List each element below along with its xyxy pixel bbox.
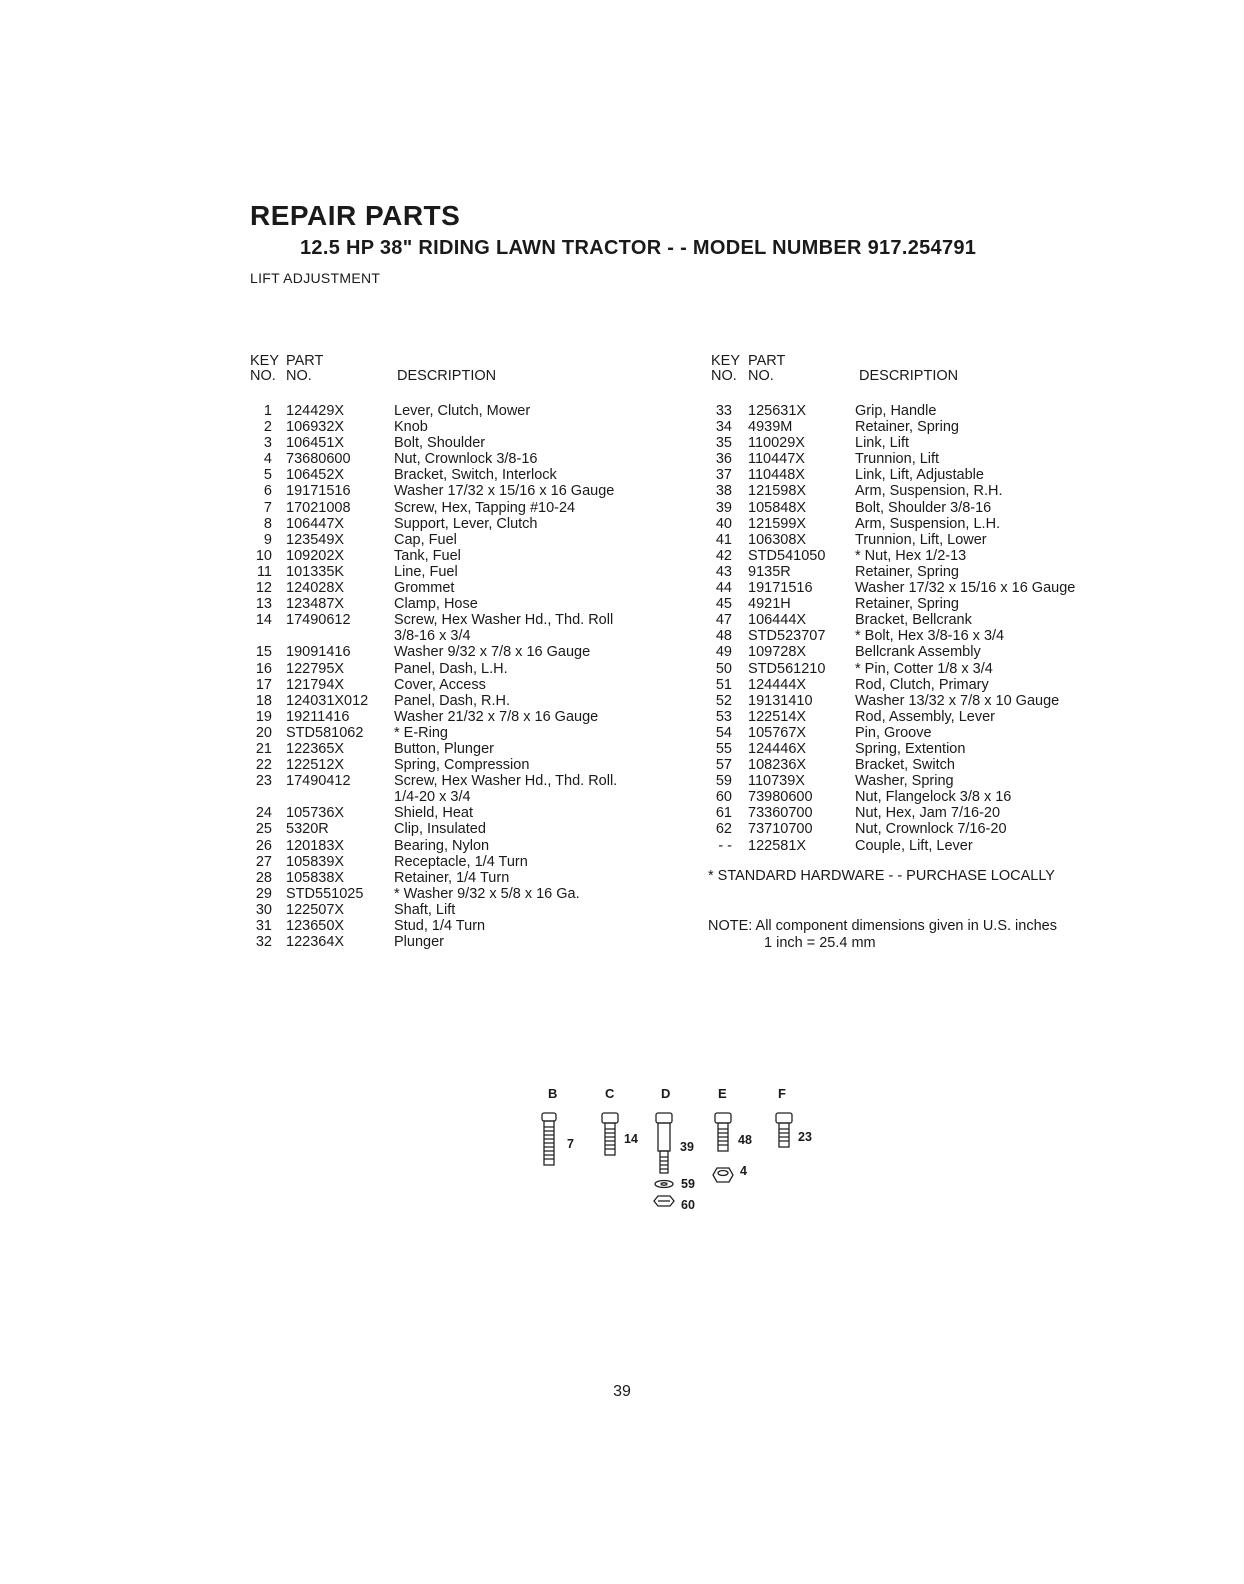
part-number: 125631X: [748, 403, 807, 419]
key-number: 2: [263, 419, 272, 436]
key-number: 36: [715, 451, 732, 468]
part-description: Grip, Handle: [855, 403, 937, 419]
bolt-d-icon: [656, 1113, 672, 1173]
key-number: - -: [718, 837, 732, 854]
hardware-num-7: 7: [567, 1137, 574, 1151]
part-description: Retainer, Spring: [855, 419, 959, 436]
hardware-num-59: 59: [681, 1177, 695, 1191]
part-description: Bolt, Shoulder 3/8-16: [855, 499, 992, 516]
parts-row: [710, 725, 1130, 741]
parts-row: [250, 709, 690, 725]
part-description: Arm, Suspension, R.H.: [855, 483, 1003, 500]
part-number: 121598X: [748, 483, 807, 500]
part-number: 19171516: [748, 580, 813, 597]
parts-row: [250, 934, 690, 950]
parts-row: [710, 532, 1130, 548]
parts-row: [250, 564, 690, 580]
key-number: 61: [715, 805, 732, 822]
key-number: 3: [263, 435, 272, 452]
parts-row: [250, 805, 690, 821]
part-number: 17021008: [286, 499, 351, 516]
part-description: Stud, 1/4 Turn: [394, 918, 486, 934]
key-number: 28: [255, 869, 272, 886]
parts-row: [250, 644, 690, 660]
key-number: 59: [715, 773, 732, 790]
parts-row: [250, 612, 690, 644]
hardware-letter-c: C: [605, 1086, 615, 1101]
part-no-header: NO.: [748, 368, 774, 384]
parts-row: [710, 451, 1130, 467]
key-number: 4: [263, 451, 272, 468]
part-description: Nut, Crownlock 7/16-20: [855, 821, 1007, 838]
part-description: Nut, Hex, Jam 7/16-20: [855, 805, 1001, 822]
parts-row: [710, 644, 1130, 660]
parts-row: [250, 741, 690, 757]
part-description: Plunger: [394, 934, 444, 951]
bolt-c-icon: [602, 1113, 618, 1155]
parts-row: [710, 612, 1130, 628]
part-description: Arm, Suspension, L.H.: [855, 515, 1001, 532]
part-description: * E-Ring: [394, 724, 448, 741]
parts-row: [710, 628, 1130, 644]
part-number: 123549X: [286, 531, 345, 548]
dimension-note: [708, 918, 1057, 952]
part-number: 122514X: [748, 708, 807, 725]
key-number: 18: [255, 692, 272, 709]
right-parts-list: [710, 403, 1130, 854]
part-description: Panel, Dash, L.H.: [394, 660, 508, 677]
part-description: Bracket, Switch: [855, 757, 955, 774]
part-number: 110447X: [748, 451, 805, 468]
part-number: STD541050: [748, 547, 826, 564]
key-number: 31: [255, 918, 272, 934]
part-description: Shaft, Lift: [394, 901, 456, 918]
parts-row: [250, 661, 690, 677]
key-number: 8: [263, 515, 272, 532]
part-description: Grommet: [394, 580, 455, 597]
key-number: 55: [715, 740, 732, 757]
key-number: 26: [255, 837, 272, 854]
parts-row: [250, 451, 690, 467]
part-description: Retainer, 1/4 Turn: [394, 869, 510, 886]
part-number: 19171516: [286, 483, 351, 500]
part-number: 105848X: [748, 499, 807, 516]
parts-row: [250, 693, 690, 709]
key-number: 42: [715, 547, 732, 564]
hardware-num-39: 39: [680, 1140, 694, 1154]
key-number: 7: [263, 499, 272, 516]
part-description: Button, Plunger: [394, 740, 494, 757]
key-number: 19: [255, 708, 272, 725]
parts-row: [250, 918, 690, 934]
part-description: Screw, Hex Washer Hd., Thd. Roll. 1/4-20 x 3/4: [394, 773, 618, 806]
key-number: 48: [715, 628, 732, 645]
part-number: 19211416: [286, 708, 350, 725]
parts-row: [250, 677, 690, 693]
part-number: STD523707: [748, 628, 826, 645]
parts-row: [250, 500, 690, 516]
part-header: PART: [286, 353, 324, 369]
parts-row: [710, 564, 1130, 580]
key-number: 47: [715, 612, 732, 629]
part-description: Link, Lift, Adjustable: [855, 467, 984, 484]
key-no-header: NO.: [250, 368, 276, 384]
parts-row: [710, 661, 1130, 677]
parts-row: [250, 854, 690, 870]
part-description: Receptacle, 1/4 Turn: [394, 853, 528, 870]
part-number: 9135R: [748, 563, 791, 580]
parts-row: [710, 773, 1130, 789]
parts-row: [250, 548, 690, 564]
part-description: Bearing, Nylon: [394, 837, 490, 854]
part-number: 124031X012: [286, 692, 369, 709]
key-number: 40: [715, 515, 732, 532]
key-number: 44: [715, 580, 732, 597]
part-number: 106444X: [748, 612, 807, 629]
part-description: Washer 17/32 x 15/16 x 16 Gauge: [855, 580, 1076, 597]
page-number: 39: [613, 1383, 631, 1400]
nut-60-icon: [654, 1196, 674, 1206]
part-number: 121794X: [286, 676, 345, 693]
part-number: 105838X: [286, 869, 345, 886]
part-number: 120183X: [286, 837, 345, 854]
washer-59-icon: [655, 1181, 673, 1188]
part-description: Cover, Access: [394, 676, 486, 693]
part-number: 19091416: [286, 644, 351, 661]
parts-row: [710, 435, 1130, 451]
page-title: REPAIR PARTS: [250, 200, 461, 231]
part-description: Screw, Hex Washer Hd., Thd. Roll 3/8-16 x 3/4: [394, 612, 614, 645]
part-description: Bracket, Switch, Interlock: [394, 467, 557, 484]
key-number: 1: [263, 403, 272, 419]
part-number: 4921H: [748, 596, 791, 613]
key-number: 53: [715, 708, 732, 725]
key-header: KEY: [250, 353, 280, 369]
parts-row: [710, 467, 1130, 483]
parts-row: [250, 902, 690, 918]
key-number: 45: [715, 596, 732, 613]
part-description: Rod, Assembly, Lever: [855, 708, 995, 725]
key-no-header: NO.: [711, 368, 737, 384]
part-number: 122512X: [286, 757, 345, 774]
part-description: Washer 13/32 x 7/8 x 10 Gauge: [855, 692, 1060, 709]
part-description: Couple, Lift, Lever: [855, 837, 973, 854]
model-subtitle: 12.5 HP 38" RIDING LAWN TRACTOR - - MODEL NUMBER 917.254791: [300, 237, 977, 259]
parts-row: [250, 773, 690, 805]
part-number: 5320R: [286, 821, 329, 838]
part-number: 122364X: [286, 934, 345, 951]
hardware-num-60: 60: [681, 1198, 695, 1212]
description-header: DESCRIPTION: [859, 368, 959, 384]
part-description: Washer, Spring: [855, 773, 954, 790]
key-number: 62: [715, 821, 732, 838]
parts-row: [710, 789, 1130, 805]
key-number: 38: [715, 483, 732, 500]
parts-row: [250, 516, 690, 532]
part-number: 110739X: [748, 773, 805, 790]
key-number: 30: [255, 901, 272, 918]
part-description: Clip, Insulated: [394, 821, 486, 838]
key-number: 14: [255, 612, 272, 629]
part-description: Nut, Flangelock 3/8 x 16: [855, 789, 1012, 806]
parts-row: [710, 677, 1130, 693]
key-number: 50: [715, 660, 732, 677]
part-number: 106308X: [748, 531, 807, 548]
key-number: 41: [715, 531, 732, 548]
part-number: 122365X: [286, 740, 345, 757]
parts-row: [710, 580, 1130, 596]
standard-hardware-note: * STANDARD HARDWARE - - PURCHASE LOCALLY: [708, 868, 1055, 884]
key-number: 35: [715, 435, 732, 452]
parts-row: [710, 419, 1130, 435]
key-number: 43: [715, 563, 732, 580]
part-number: 108236X: [748, 757, 807, 774]
parts-row: [710, 483, 1130, 499]
part-description: Support, Lever, Clutch: [394, 515, 538, 532]
hardware-num-14: 14: [624, 1132, 638, 1146]
part-description: Cap, Fuel: [394, 531, 457, 548]
parts-row: [710, 500, 1130, 516]
parts-row: [250, 483, 690, 499]
key-number: 20: [255, 724, 272, 741]
key-number: 51: [715, 676, 732, 693]
key-number: 33: [715, 403, 732, 419]
key-number: 27: [255, 853, 272, 870]
parts-row: [250, 467, 690, 483]
description-header: DESCRIPTION: [397, 368, 497, 384]
key-number: 54: [715, 724, 732, 741]
part-description: Rod, Clutch, Primary: [855, 676, 989, 693]
part-number: 73710700: [748, 821, 813, 838]
part-number: 17490612: [286, 612, 351, 629]
hardware-letter-e: E: [718, 1086, 727, 1101]
part-description: Retainer, Spring: [855, 563, 959, 580]
part-number: 123650X: [286, 918, 345, 934]
part-number: 105736X: [286, 805, 345, 822]
parts-row: [250, 419, 690, 435]
screw-b-icon: [542, 1113, 556, 1165]
part-number: 19131410: [748, 692, 813, 709]
key-number: 60: [715, 789, 732, 806]
part-description: * Nut, Hex 1/2-13: [855, 547, 967, 564]
parts-row: [250, 757, 690, 773]
part-description: Lever, Clutch, Mower: [394, 403, 531, 419]
part-description: Washer 21/32 x 7/8 x 16 Gauge: [394, 708, 599, 725]
part-number: STD561210: [748, 660, 826, 677]
parts-row: [250, 821, 690, 837]
part-description: Nut, Crownlock 3/8-16: [394, 451, 538, 468]
key-header: KEY: [711, 353, 741, 369]
key-number: 21: [255, 740, 272, 757]
parts-row: [250, 725, 690, 741]
part-description: * Washer 9/32 x 5/8 x 16 Ga.: [394, 885, 580, 902]
part-number: 73360700: [748, 805, 813, 822]
key-number: 32: [255, 934, 272, 951]
part-description: Bellcrank Assembly: [855, 644, 981, 661]
key-number: 52: [715, 692, 732, 709]
part-description: Spring, Extention: [855, 740, 966, 757]
parts-row: [710, 805, 1130, 821]
part-number: STD581062: [286, 724, 364, 741]
parts-row: [710, 709, 1130, 725]
part-description: Screw, Hex, Tapping #10-24: [394, 499, 576, 516]
parts-row: [250, 870, 690, 886]
parts-row: [710, 516, 1130, 532]
part-description: * Pin, Cotter 1/8 x 3/4: [855, 660, 993, 677]
key-number: 13: [255, 596, 272, 613]
part-number: 106451X: [286, 435, 345, 452]
key-number: 22: [255, 757, 272, 774]
parts-row: [710, 838, 1130, 854]
hardware-letter-d: D: [661, 1086, 671, 1101]
part-description: Retainer, Spring: [855, 596, 959, 613]
key-number: 24: [255, 805, 272, 822]
key-number: 57: [715, 757, 732, 774]
parts-row: [710, 821, 1130, 837]
part-number: 124429X: [286, 403, 345, 419]
parts-row: [250, 838, 690, 854]
part-number: 101335K: [286, 563, 345, 580]
part-number: 106447X: [286, 515, 345, 532]
nut-4-icon: [713, 1168, 733, 1182]
part-description: Clamp, Hose: [394, 596, 478, 613]
part-description: Pin, Groove: [855, 724, 932, 741]
key-number: 12: [255, 580, 272, 597]
part-number: 121599X: [748, 515, 807, 532]
part-number: 124444X: [748, 676, 807, 693]
part-number: 123487X: [286, 596, 345, 613]
part-number: 17490412: [286, 773, 351, 790]
hardware-letter-b: B: [548, 1086, 558, 1101]
bolt-e-icon: [715, 1113, 731, 1151]
parts-row: [250, 596, 690, 612]
key-number: 39: [715, 499, 732, 516]
section-title: LIFT ADJUSTMENT: [250, 270, 381, 286]
parts-row: [710, 596, 1130, 612]
part-number: 122581X: [748, 837, 807, 854]
part-number: STD551025: [286, 885, 364, 902]
part-number: 105767X: [748, 724, 807, 741]
part-number: 105839X: [286, 853, 345, 870]
part-description: Shield, Heat: [394, 805, 473, 822]
part-number: 109202X: [286, 547, 345, 564]
key-number: 11: [256, 563, 272, 580]
key-number: 9: [263, 531, 272, 548]
screw-f-icon: [776, 1113, 792, 1147]
part-number: 109728X: [748, 644, 807, 661]
key-number: 17: [255, 676, 272, 693]
parts-row: [710, 757, 1130, 773]
part-description: Spring, Compression: [394, 757, 530, 774]
part-description: * Bolt, Hex 3/8-16 x 3/4: [855, 628, 1005, 645]
parts-row: [250, 435, 690, 451]
note-line-2: 1 inch = 25.4 mm: [764, 935, 876, 951]
key-number: 23: [255, 773, 272, 790]
parts-row: [250, 886, 690, 902]
parts-row: [710, 403, 1130, 419]
part-description: Link, Lift: [855, 435, 909, 452]
part-number: 122507X: [286, 901, 345, 918]
key-number: 34: [715, 419, 732, 436]
hardware-num-4: 4: [740, 1164, 747, 1178]
part-description: Knob: [394, 419, 428, 436]
part-number: 122795X: [286, 660, 345, 677]
key-number: 10: [255, 547, 272, 564]
key-number: 16: [255, 660, 272, 677]
part-description: Washer 17/32 x 15/16 x 16 Gauge: [394, 483, 615, 500]
part-description: Bracket, Bellcrank: [855, 612, 972, 629]
part-number: 124446X: [748, 740, 807, 757]
part-number: 106452X: [286, 467, 345, 484]
part-number: 73980600: [748, 789, 813, 806]
parts-row: [250, 580, 690, 596]
part-description: Tank, Fuel: [394, 547, 461, 564]
hardware-drawing: [530, 1105, 830, 1215]
part-description: Line, Fuel: [394, 563, 458, 580]
part-number: 110448X: [748, 467, 805, 484]
parts-row: [710, 741, 1130, 757]
key-number: 25: [255, 821, 272, 838]
part-no-header: NO.: [286, 368, 312, 384]
key-number: 5: [263, 467, 272, 484]
part-number: 73680600: [286, 451, 351, 468]
parts-row: [710, 548, 1130, 564]
part-description: Panel, Dash, R.H.: [394, 692, 511, 709]
key-number: 29: [255, 885, 272, 902]
part-number: 106932X: [286, 419, 345, 436]
key-number: 15: [255, 644, 272, 661]
parts-row: [250, 532, 690, 548]
part-number: 124028X: [286, 580, 345, 597]
part-number: 4939M: [748, 419, 793, 436]
key-number: 37: [715, 467, 732, 484]
part-header: PART: [748, 353, 786, 369]
key-number: 6: [263, 483, 272, 500]
left-parts-list: [250, 403, 690, 950]
part-description: Trunnion, Lift: [855, 451, 940, 468]
part-description: Trunnion, Lift, Lower: [855, 531, 987, 548]
hardware-num-23: 23: [798, 1130, 812, 1144]
key-number: 49: [715, 644, 732, 661]
hardware-letter-f: F: [778, 1086, 786, 1101]
parts-row: [710, 693, 1130, 709]
part-number: 110029X: [748, 435, 805, 452]
hardware-num-48: 48: [738, 1133, 752, 1147]
part-description: Washer 9/32 x 7/8 x 16 Gauge: [394, 644, 591, 661]
note-line-1: NOTE: All component dimensions given in U.S. inches: [708, 918, 1057, 934]
part-description: Bolt, Shoulder: [394, 435, 486, 452]
parts-row: [250, 403, 690, 419]
